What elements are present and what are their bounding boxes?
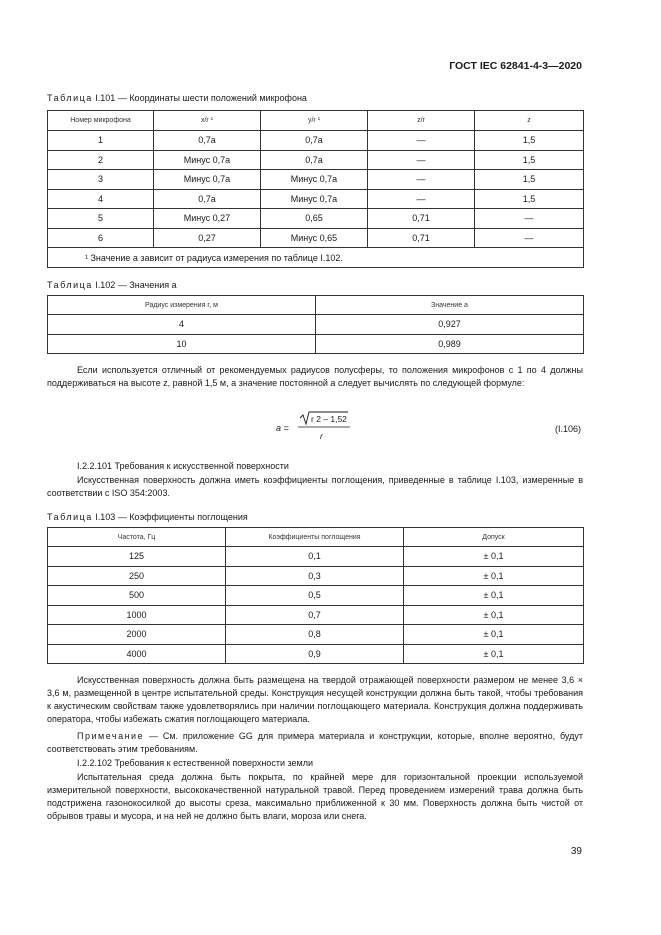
note-word: Примечание: [77, 731, 145, 741]
column-header: Номер микрофона: [48, 111, 154, 131]
table-row: [48, 334, 584, 354]
table-cell: 0,989: [316, 334, 584, 354]
table-cell: Минус 0,65: [261, 228, 368, 248]
table-cell: 0,927: [316, 315, 584, 335]
note: [47, 730, 583, 756]
table-cell: —: [368, 189, 475, 209]
section-102-title: I.2.2.102 Требования к естественной поверхности земли: [77, 758, 313, 768]
column-header: z: [475, 111, 584, 131]
table-row: [48, 547, 584, 567]
table-cell: 1000: [48, 605, 226, 625]
table-cell: 0,71: [368, 209, 475, 229]
table-row: [48, 189, 584, 209]
table-cell: Минус 0,7a: [261, 189, 368, 209]
table-cell: Минус 0,7a: [154, 150, 261, 170]
table-cell: 0,71: [368, 228, 475, 248]
document-header: ГОСТ IEC 62841-4-3—2020: [449, 60, 582, 72]
column-header: Значение a: [316, 296, 584, 315]
table-cell: 10: [48, 334, 316, 354]
table-row: [48, 131, 584, 151]
table-cell: 1,5: [475, 189, 584, 209]
table-row: [48, 586, 584, 606]
column-header: Допуск: [404, 528, 584, 547]
table-101: [47, 110, 584, 268]
caption-text: I.103 — Коэффициенты поглощения: [92, 512, 248, 522]
caption-text: I.102 — Значения a: [92, 280, 177, 290]
table-cell: 1,5: [475, 131, 584, 151]
formula-denominator: r: [320, 431, 323, 441]
table-101-caption: [47, 93, 307, 103]
table-row: [48, 315, 584, 335]
table-cell: ± 0,1: [404, 625, 584, 645]
table-cell: ± 0,1: [404, 547, 584, 567]
table-cell: 0,7a: [261, 131, 368, 151]
formula-a: [276, 409, 366, 449]
table-footnote: ¹ Значение a зависит от радиуса измерения по таблице I.102.: [48, 248, 584, 268]
page-number: 39: [570, 846, 582, 857]
table-cell: 2000: [48, 625, 226, 645]
column-header: Радиус измерения r, м: [48, 296, 316, 315]
note-text: — См. приложение GG для примера материала и конструкции, которые, вполне вероятно, будут соответствовать этим требованиям.: [47, 731, 583, 754]
table-cell: 3: [48, 170, 154, 190]
table-cell: 1,5: [475, 170, 584, 190]
table-cell: 5: [48, 209, 154, 229]
paragraph-radius: Если используется отличный от рекомендуемых радиусов полусферы, то положения микрофонов с 1 по 4 должны поддерживаться на высоте z, равной 1,5 м, а значение постоянной a следует вычислять по следующей формуле:: [47, 365, 583, 388]
table-cell: 0,7a: [261, 150, 368, 170]
table-cell: 500: [48, 586, 226, 606]
table-row: [48, 625, 584, 645]
caption-word: Таблица: [47, 512, 93, 522]
formula-lhs: a =: [276, 423, 289, 433]
column-header: y/r ¹: [261, 111, 368, 131]
table-cell: 0,5: [226, 586, 404, 606]
table-cell: 0,7: [226, 605, 404, 625]
column-header: x/r ¹: [154, 111, 261, 131]
table-cell: —: [368, 170, 475, 190]
table-cell: 6: [48, 228, 154, 248]
table-cell: 4: [48, 315, 316, 335]
formula-number: (I.106): [554, 424, 581, 434]
table-cell: —: [368, 131, 475, 151]
table-cell: 250: [48, 566, 226, 586]
table-cell: —: [475, 228, 584, 248]
table-cell: 4000: [48, 644, 226, 664]
table-103: [47, 527, 584, 664]
table-row: [48, 170, 584, 190]
table-cell: 0,65: [261, 209, 368, 229]
table-cell: ± 0,1: [404, 644, 584, 664]
table-cell: Минус 0,27: [154, 209, 261, 229]
table-cell: 125: [48, 547, 226, 567]
caption-word: Таблица: [47, 93, 93, 103]
formula-radicand: r 2 – 1,52: [311, 414, 347, 424]
table-cell: 2: [48, 150, 154, 170]
table-cell: Минус 0,7a: [154, 170, 261, 190]
table-cell: ± 0,1: [404, 586, 584, 606]
table-cell: ± 0,1: [404, 566, 584, 586]
table-cell: 1,5: [475, 150, 584, 170]
table-cell: —: [368, 150, 475, 170]
table-102-caption: [47, 280, 177, 290]
table-cell: 0,7a: [154, 131, 261, 151]
column-header: z/r: [368, 111, 475, 131]
column-header: Коэффициенты поглощения: [226, 528, 404, 547]
section-101-title: I.2.2.101 Требования к искусственной поверхности: [77, 461, 289, 471]
table-row: [48, 605, 584, 625]
table-row: [48, 644, 584, 664]
table-102: [47, 295, 584, 354]
caption-word: Таблица: [47, 280, 93, 290]
table-cell: —: [475, 209, 584, 229]
table-row: [48, 228, 584, 248]
table-cell: 0,8: [226, 625, 404, 645]
table-103-caption: [47, 512, 248, 522]
section-102-text: Испытательная среда должна быть покрыта, по крайней мере для горизонтальной проекции используемой измерительной поверхности, высококачественной натуральной травой. Перед проведением измерений трава должна быть подстрижена газонокосилкой до высоты среза, максимально приближенной к 30 мм. Поверхность должна быть чистой от обрывов травы и мусора, и на ней не должно быть влаги, мороза или снега.: [47, 772, 583, 821]
table-cell: 0,7a: [154, 189, 261, 209]
table-cell: ± 0,1: [404, 605, 584, 625]
section-101-text: Искусственная поверхность должна иметь коэффициенты поглощения, приведенные в таблице I.103, измеренные в соответствии с ISO 354:2003.: [47, 475, 583, 498]
caption-text: I.101 — Координаты шести положений микрофона: [92, 93, 307, 103]
table-cell: 0,1: [226, 547, 404, 567]
column-header: Частота, Гц: [48, 528, 226, 547]
table-cell: 0,9: [226, 644, 404, 664]
table-row: [48, 566, 584, 586]
paragraph-surface: Искусственная поверхность должна быть размещена на твердой отражающей поверхности размером не менее 3,6 × 3,6 м, размещенной в центре испытательной среды. Конструкция несущей конструкции должна быть такой, чтобы требования к акустическим свойствам также удовлетворялись при наличии поглощающего материала. Конструкция должна поддерживать оператора, чтобы избежать сжатия поглощающего материала.: [47, 675, 583, 724]
table-row: [48, 150, 584, 170]
table-cell: 0,27: [154, 228, 261, 248]
table-row: [48, 209, 584, 229]
table-cell: Минус 0,7a: [261, 170, 368, 190]
table-cell: 0,3: [226, 566, 404, 586]
table-cell: 1: [48, 131, 154, 151]
table-cell: 4: [48, 189, 154, 209]
